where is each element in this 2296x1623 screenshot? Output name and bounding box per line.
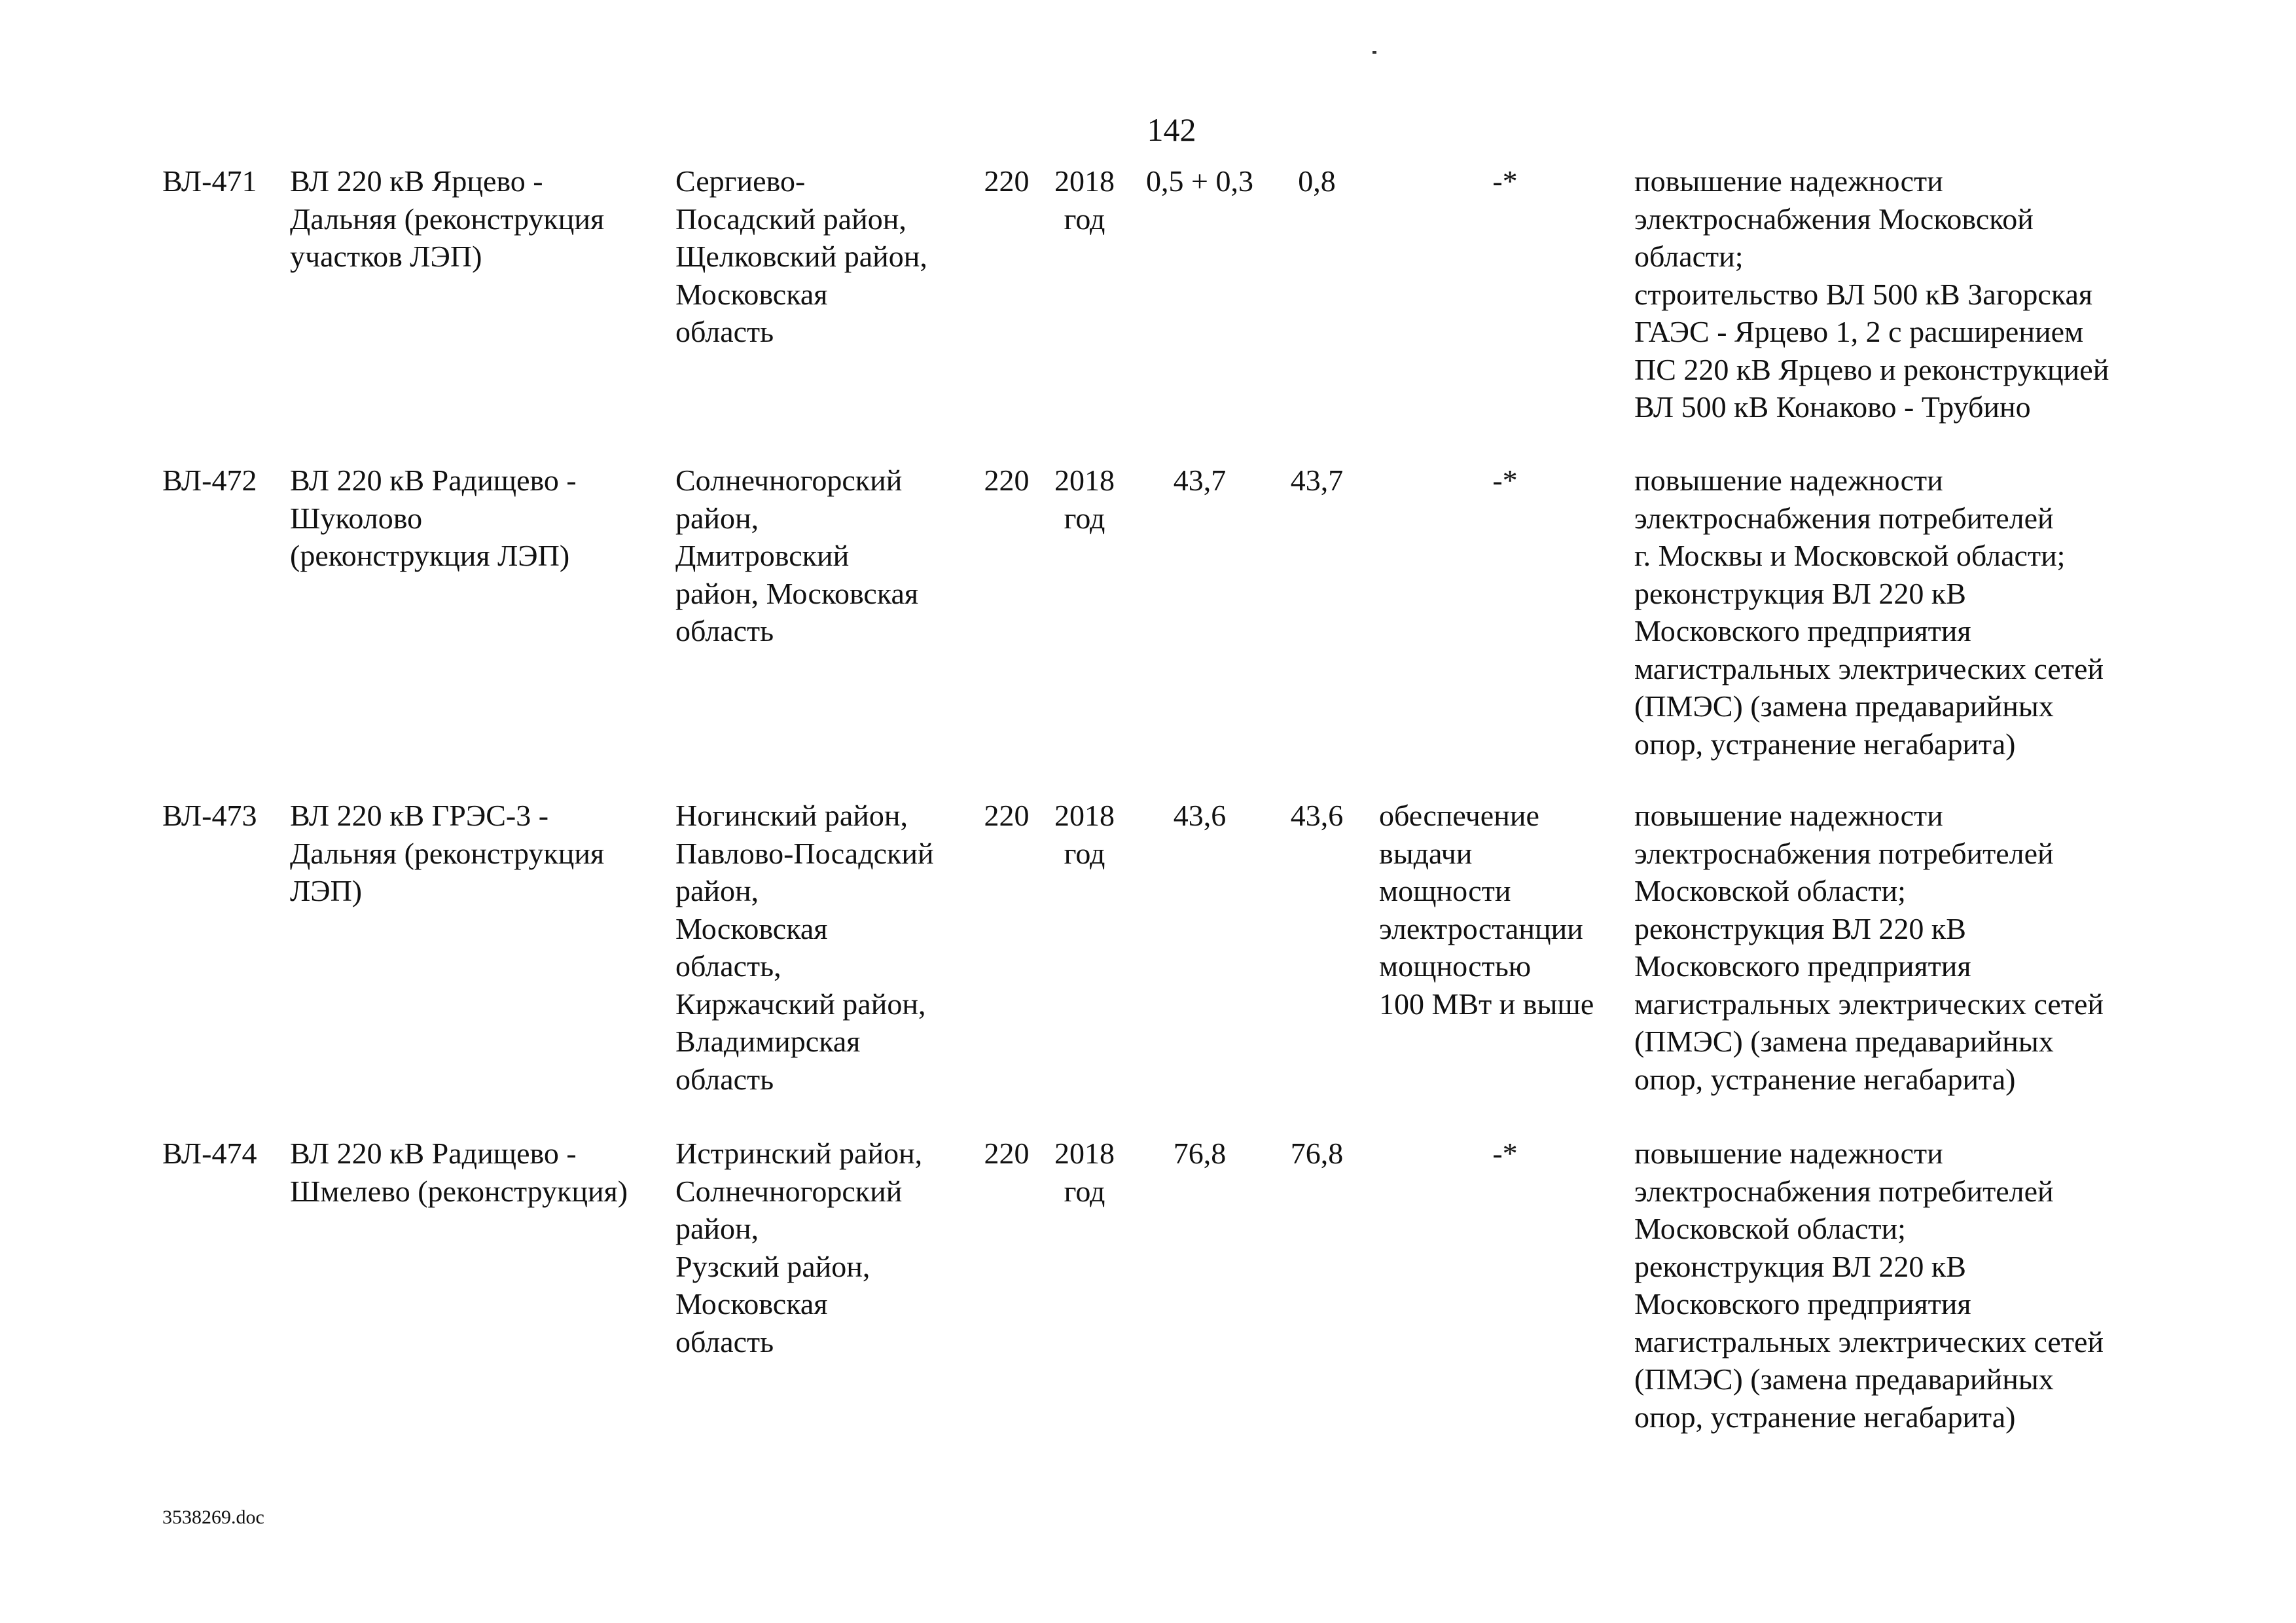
line-destination: -*	[1492, 1137, 1518, 1170]
document-filename: 3538269.doc	[162, 1506, 264, 1528]
line-voltage: 220	[984, 799, 1030, 832]
line-location: Истринский район, Солнечногорский район, Рузский район, Московская область	[675, 1137, 923, 1359]
line-year: 2018 год	[1054, 164, 1115, 236]
line-destination: обеспечение выдачи мощности электростанции мощностью 100 МВт и выше	[1379, 799, 1594, 1021]
line-name: ВЛ 220 кВ Радищево - Шуколово (реконструкция ЛЭП)	[290, 464, 577, 572]
line-length-total: 43,6	[1290, 799, 1344, 832]
line-length-sections: 0,5 + 0,3	[1146, 164, 1253, 198]
line-length-total: 76,8	[1290, 1137, 1344, 1170]
line-location: Сергиево- Посадский район, Щелковский район, Московская область	[675, 164, 927, 348]
line-length-total: 43,7	[1290, 464, 1344, 497]
scan-mark	[1372, 51, 1376, 54]
line-year: 2018 год	[1054, 1137, 1115, 1208]
line-location: Солнечногорский район, Дмитровский район, Московская область	[675, 464, 919, 647]
line-name: ВЛ 220 кВ Ярцево - Дальняя (реконструкция участков ЛЭП)	[290, 164, 605, 273]
line-name: ВЛ 220 кВ Радищево - Шмелево (реконструкция)	[290, 1137, 628, 1208]
line-length-sections: 76,8	[1173, 1137, 1227, 1170]
line-code: ВЛ-471	[162, 164, 257, 198]
line-voltage: 220	[984, 464, 1030, 497]
line-destination: -*	[1492, 164, 1518, 198]
line-goal: повышение надежности электроснабжения потребителей г. Москвы и Московской области; реконструкция ВЛ 220 кВ Московского предприятия магистральных электрических сетей (ПМЭС) (замена предаварийных опор, устранение негабарита)	[1634, 464, 2104, 761]
line-code: ВЛ-474	[162, 1137, 257, 1170]
line-code: ВЛ-473	[162, 799, 257, 832]
line-goal: повышение надежности электроснабжения потребителей Московской области; реконструкция ВЛ 220 кВ Московского предприятия магистральных электрических сетей (ПМЭС) (замена предаварийных опор, устранение негабарита)	[1634, 1137, 2104, 1434]
line-length-sections: 43,7	[1173, 464, 1227, 497]
line-length-total: 0,8	[1298, 164, 1336, 198]
line-year: 2018 год	[1054, 464, 1115, 535]
line-goal: повышение надежности электроснабжения потребителей Московской области; реконструкция ВЛ 220 кВ Московского предприятия магистральных электрических сетей (ПМЭС) (замена предаварийных опор, устранение негабарита)	[1634, 799, 2104, 1096]
line-voltage: 220	[984, 1137, 1030, 1170]
line-location: Ногинский район, Павлово-Посадский район, Московская область, Киржачский район, Владимирская область	[675, 799, 934, 1096]
line-name: ВЛ 220 кВ ГРЭС-3 - Дальняя (реконструкция ЛЭП)	[290, 799, 605, 907]
line-destination: -*	[1492, 464, 1518, 497]
line-length-sections: 43,6	[1173, 799, 1227, 832]
line-year: 2018 год	[1054, 799, 1115, 870]
line-voltage: 220	[984, 164, 1030, 198]
page-number: 142	[1147, 111, 1196, 148]
line-code: ВЛ-472	[162, 464, 257, 497]
line-goal: повышение надежности электроснабжения Московской области; строительство ВЛ 500 кВ Загорская ГАЭС - Ярцево 1, 2 с расширением ПС 220 кВ Ярцево и реконструкцией ВЛ 500 кВ Конаково - Трубино	[1634, 164, 2109, 424]
